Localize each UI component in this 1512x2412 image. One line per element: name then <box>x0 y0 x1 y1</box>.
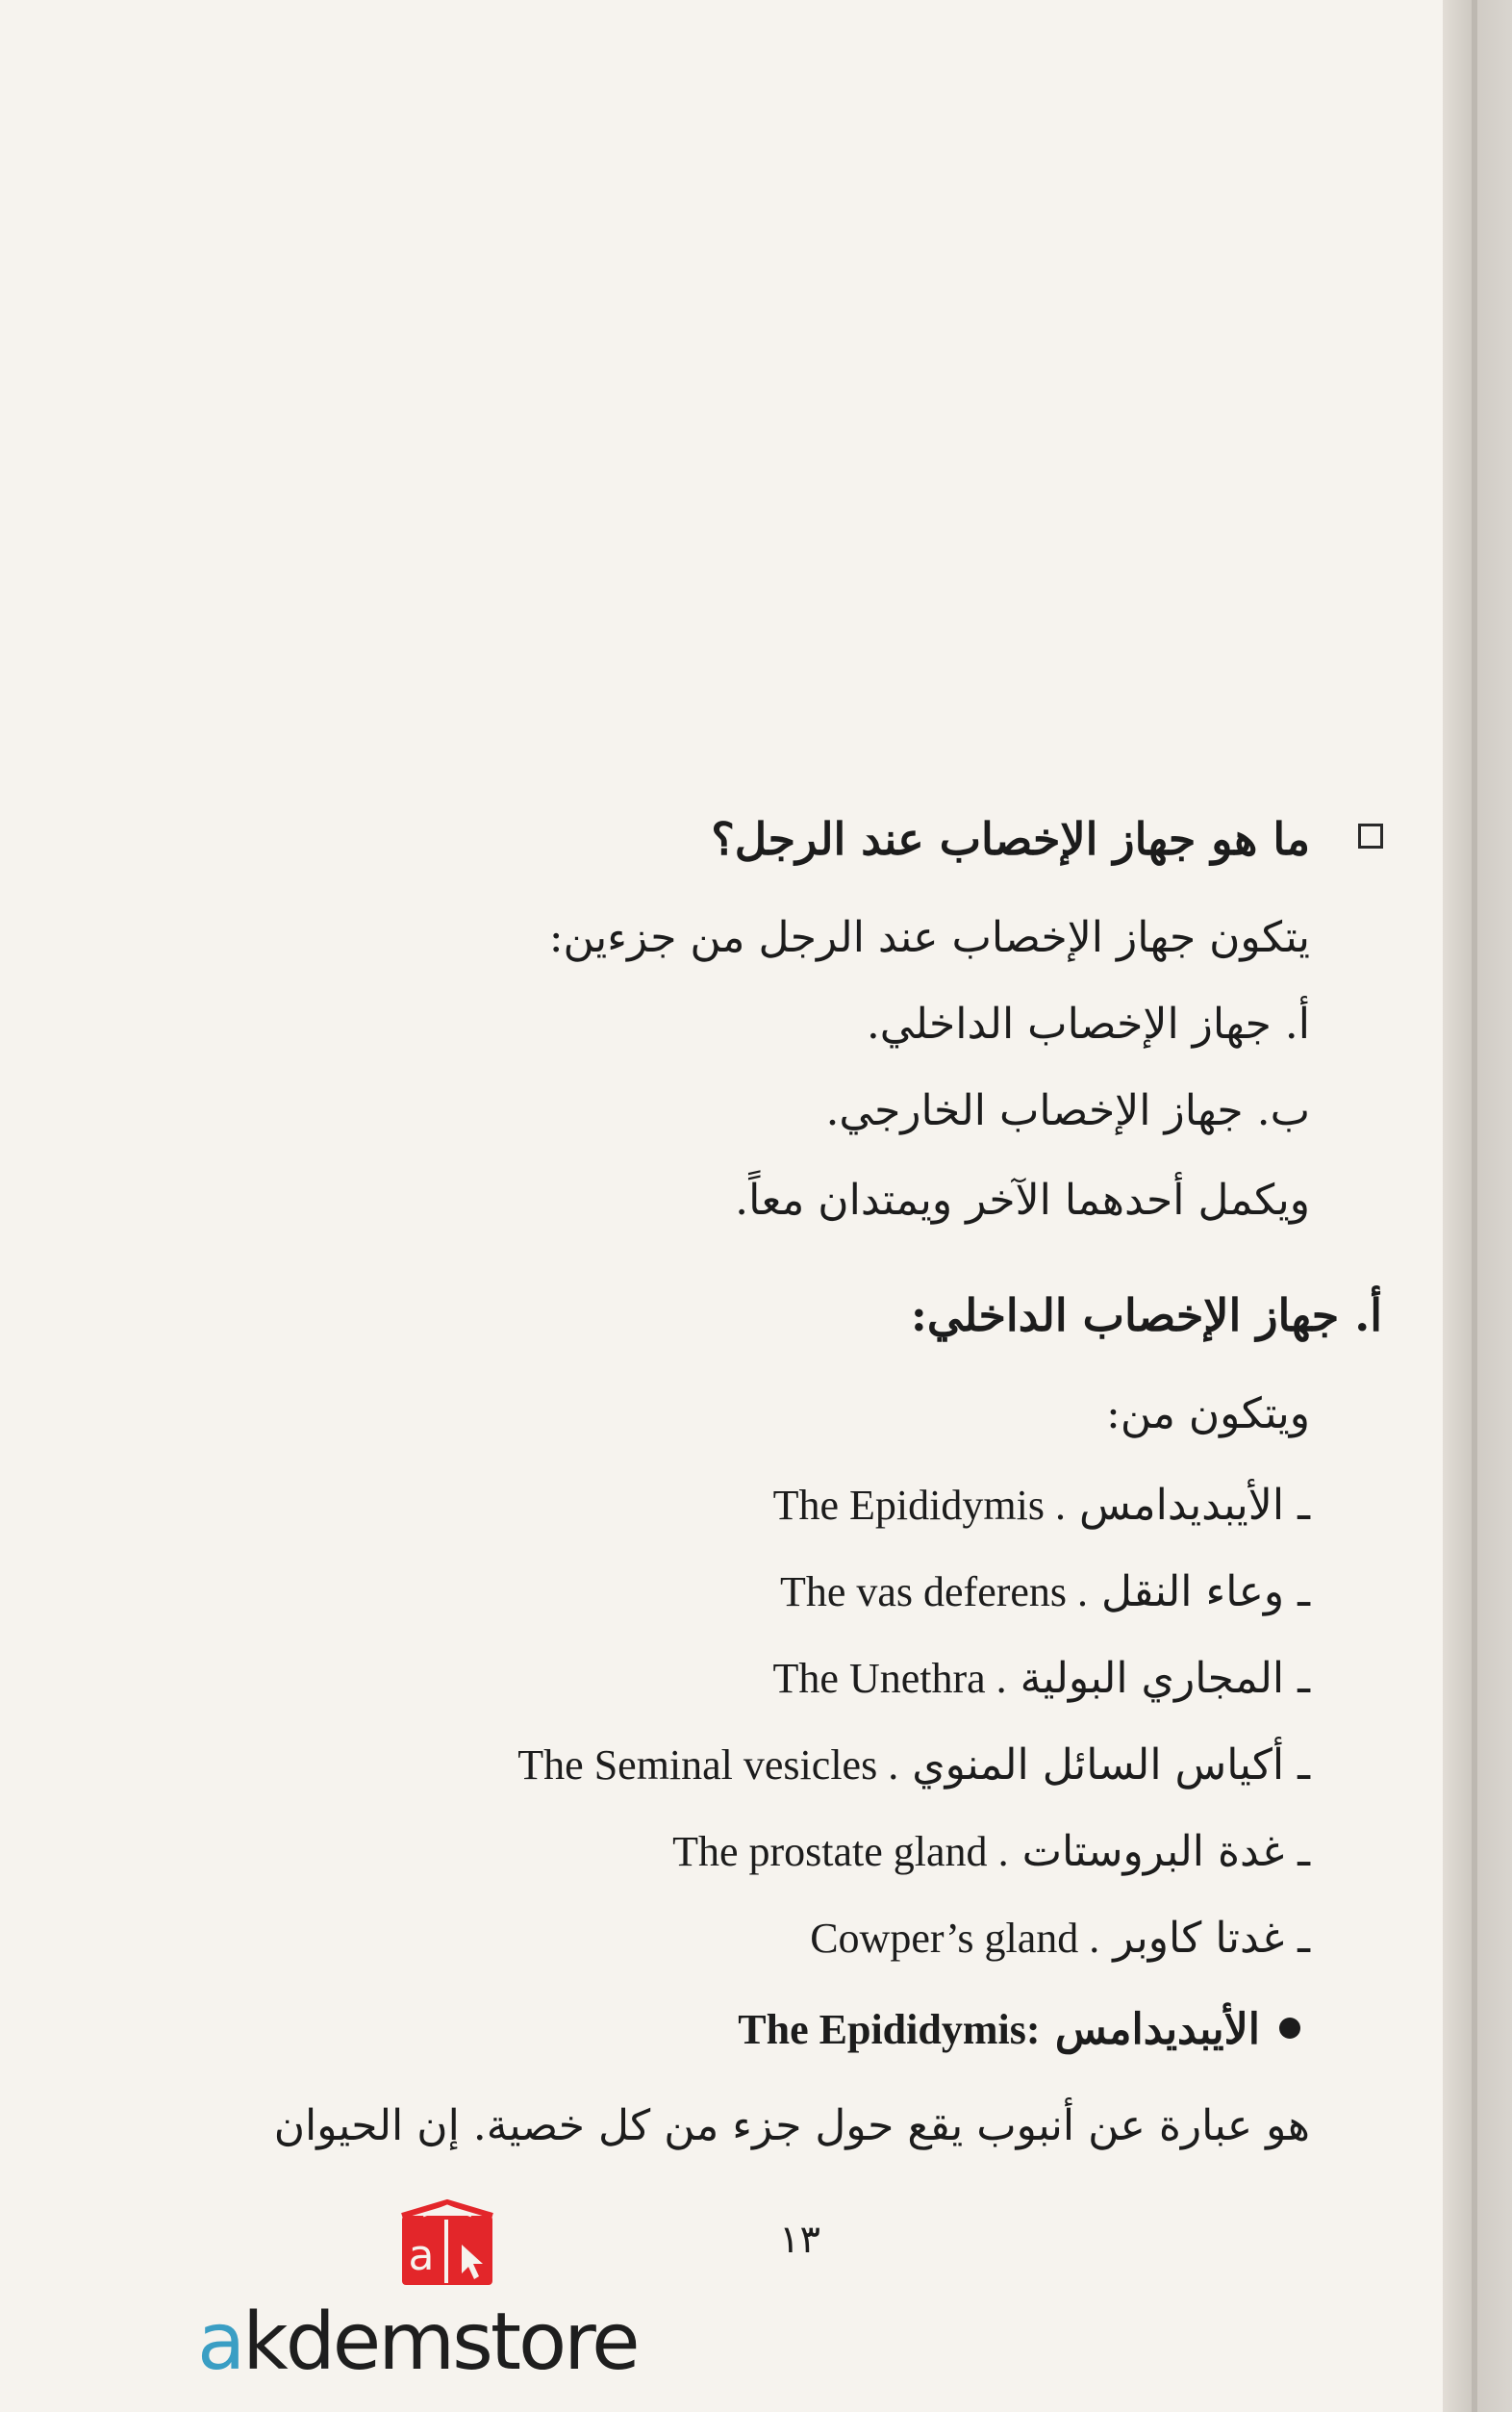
page-number: ١٣ <box>779 2218 820 2262</box>
book-cart-icon <box>394 2198 500 2291</box>
component-item <box>810 1910 1310 1968</box>
body-paragraph-line: هو عبارة عن أنبوب يقع حول جزء من كل خصية. إن الحيوان <box>273 2101 1310 2150</box>
akdemstore-logo: akdemstore <box>197 2297 638 2388</box>
section-a-heading: أ. جهاز الإخصاب الداخلي: <box>910 1289 1382 1341</box>
component-item <box>780 1563 1310 1621</box>
component-ar: ـ المجاري البولية <box>1020 1654 1310 1703</box>
logo-badge-letter: a <box>408 2231 435 2280</box>
component-item <box>517 1737 1310 1794</box>
question-heading: ما هو جهاز الإخصاب عند الرجل؟ <box>711 813 1310 865</box>
page-edge-shadow <box>1443 0 1512 2412</box>
consists-of-line: ويتكون من: <box>1106 1389 1310 1438</box>
question-checkbox-icon <box>1358 824 1383 849</box>
component-en: Cowper’s gland . <box>810 1915 1100 1962</box>
component-en: The Epididymis . <box>772 1482 1066 1529</box>
component-en: The Unethra . <box>772 1655 1007 1702</box>
epididymis-heading: الأيبديدامس The Epididymis: <box>738 2005 1260 2054</box>
component-item <box>672 1823 1310 1881</box>
component-ar: ـ وعاء النقل <box>1101 1567 1310 1616</box>
component-ar: ـ أكياس السائل المنوي <box>912 1740 1310 1790</box>
component-item <box>773 1650 1310 1708</box>
component-en: The vas deferens . <box>779 1568 1089 1615</box>
component-ar: ـ غدة البروستات <box>1021 1827 1310 1876</box>
component-item <box>773 1477 1310 1535</box>
component-ar: ـ الأيبديدامس <box>1078 1481 1310 1530</box>
part-a-line: أ. جهاز الإخصاب الداخلي. <box>866 1000 1310 1049</box>
component-en: The Seminal vesicles . <box>517 1741 899 1789</box>
component-en: The prostate gland . <box>672 1828 1009 1875</box>
page-edge-line <box>1472 0 1477 2412</box>
complement-line: ويكمل أحدهما الآخر ويمتدان معاً. <box>735 1176 1310 1225</box>
part-b-line: ب. جهاز الإخصاب الخارجي. <box>825 1086 1310 1135</box>
component-ar: ـ غدتا كاوبر <box>1113 1914 1310 1963</box>
intro-line: يتكون جهاز الإخصاب عند الرجل من جزءين: <box>548 913 1310 962</box>
bullet-icon <box>1279 2018 1300 2039</box>
